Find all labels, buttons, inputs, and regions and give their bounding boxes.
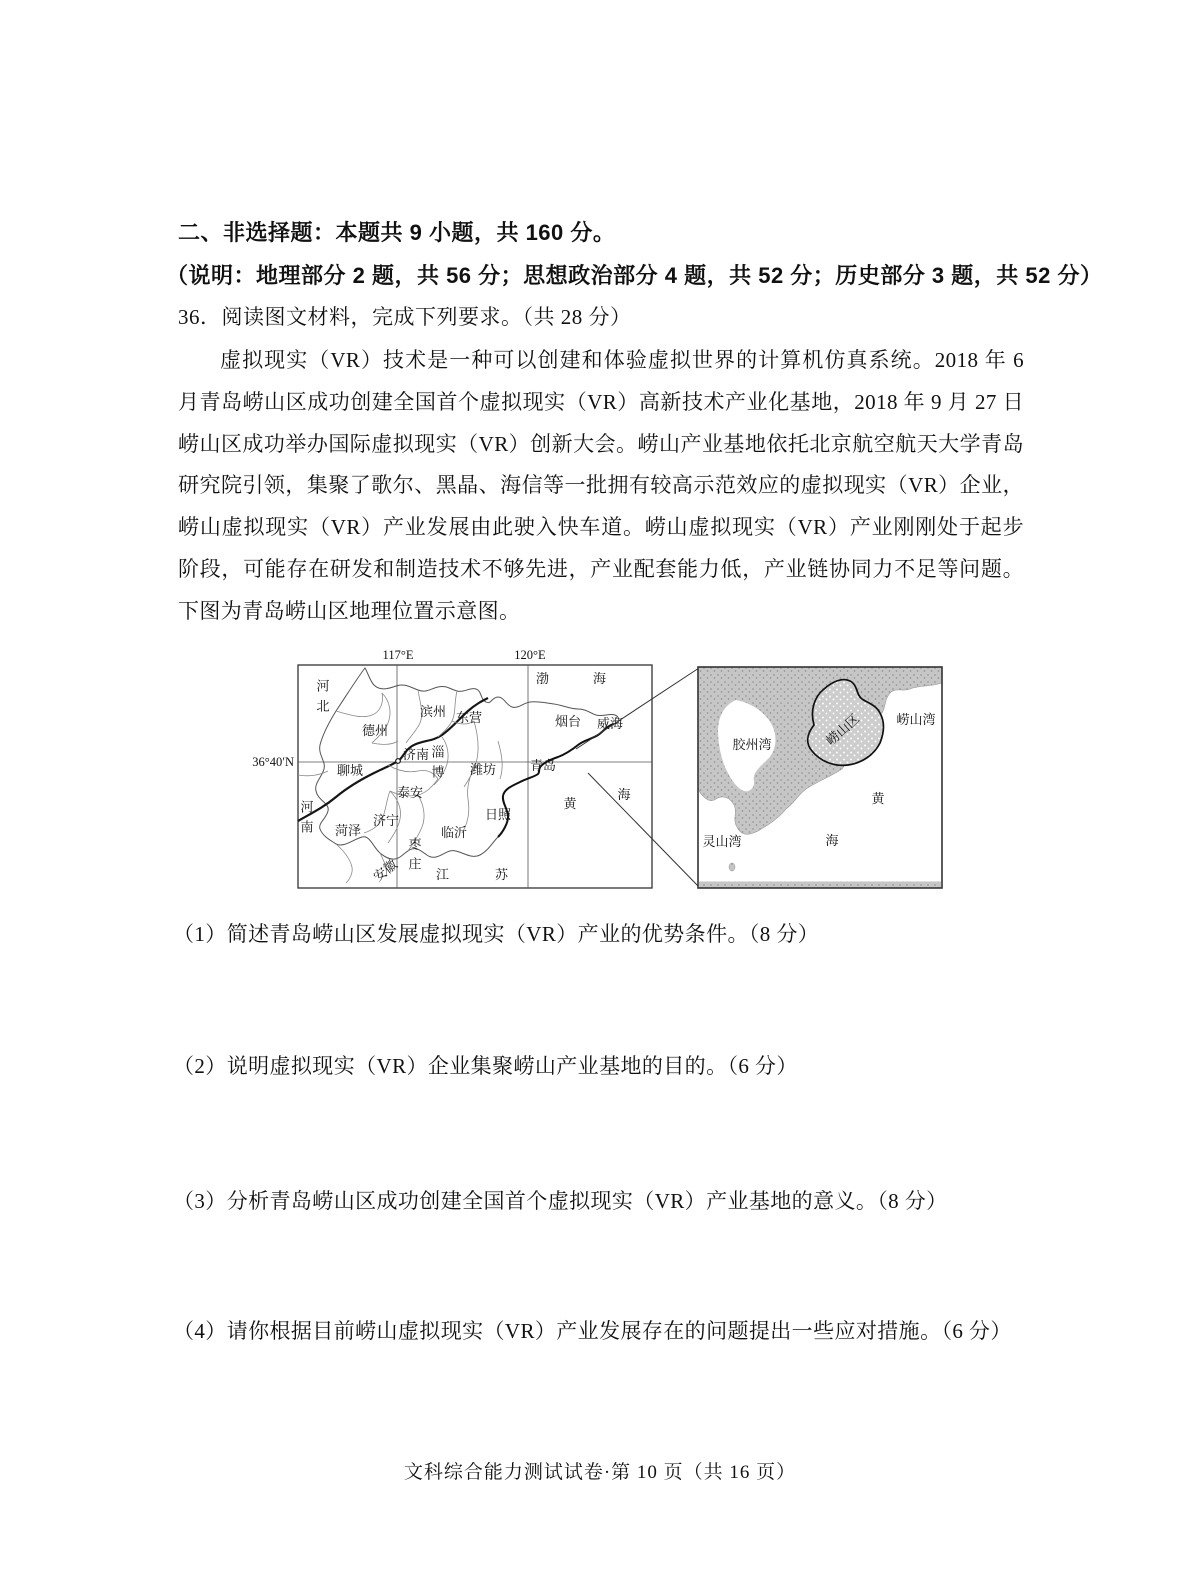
- axis-label-120e: 120°E: [514, 648, 546, 662]
- laoshan-inset-map: [698, 667, 942, 888]
- map-label-linyi: 临沂: [440, 825, 468, 840]
- jinan-city-marker: [396, 759, 401, 764]
- map-label-zaozhuang: 枣庄: [406, 837, 422, 877]
- inset-island: [729, 863, 735, 871]
- map-label-qingdao: 青岛: [529, 758, 557, 773]
- map-label-bohai-sea: 渤海: [536, 671, 651, 686]
- map-label-weifang: 潍坊: [469, 762, 497, 777]
- inset-label-yellow-sea-huang: 黄: [871, 791, 885, 806]
- map-label-yellow-sea-hai: 海: [617, 787, 631, 802]
- map-label-weihai: 威海: [596, 716, 624, 731]
- internal-boundary-line: [336, 693, 383, 717]
- section-heading: 二、非选择题：本题共 9 小题，共 160 分。: [178, 220, 616, 245]
- map-label-jinan: 济南: [402, 747, 430, 762]
- question-36-intro: 36．阅读图文材料，完成下列要求。（共 28 分）: [178, 305, 632, 329]
- inset-label-jiaozhou-bay: 胶州湾: [732, 737, 772, 752]
- map-label-yellow-sea-huang: 黄: [563, 796, 577, 811]
- map-label-yantai: 烟台: [554, 714, 582, 729]
- internal-boundary-line: [498, 741, 502, 779]
- map-label-liaocheng: 聊城: [336, 763, 364, 778]
- subquestion-4: （4）请你根据目前崂山虚拟现实（VR）产业发展存在的问题提出一些应对措施。（6 分）: [173, 1319, 1012, 1343]
- map-label-binzhou: 滨州: [419, 704, 447, 719]
- subquestion-2: （2）说明虚拟现实（VR）企业集聚崂山产业基地的目的。（6 分）: [173, 1054, 798, 1078]
- map-label-taian: 泰安: [396, 785, 424, 800]
- shandong-overview-map: [252, 648, 652, 888]
- inset-label-yellow-sea-hai: 海: [825, 833, 839, 848]
- question-36-passage: 虚拟现实（VR）技术是一种可以创建和体验虚拟世界的计算机仿真系统。2018 年 6 月青岛崂山区成功创建全国首个虚拟现实（VR）高新技术产业化基地，2018 年 9 月 27 日崂山区成功举办国际虚拟现实（VR）创新大会。崂山产业基地依托北京航空航天大学青岛研究院引领，集聚了歌尔、黑晶、海信等一批拥有较高示范效应的虚拟现实（VR）企业，崂山虚拟现实（VR）产业发展由此驶入快车道。崂山虚拟现实（VR）产业刚刚处于起步阶段，可能存在研发和制造技术不够先进，产业配套能力低，产业链协同力不足等问题。下图为青岛崂山区地理位置示意图。: [178, 348, 1024, 623]
- map-label-rizhao: 日照: [484, 807, 512, 822]
- map-label-jining: 济宁: [372, 813, 400, 828]
- inset-label-lingshan-bay: 灵山湾: [702, 834, 742, 849]
- map-label-dongying: 东营: [455, 710, 483, 725]
- internal-boundary-line: [372, 741, 398, 744]
- laoshan-location-map: [240, 645, 950, 903]
- map-label-henan: 河南: [298, 800, 314, 840]
- page-footer: 文科综合能力测试试卷·第 10 页（共 16 页）: [403, 1462, 797, 1483]
- axis-label-117e: 117°E: [382, 648, 414, 662]
- map-label-zibo: 淄博: [429, 745, 445, 785]
- inset-label-laoshan-district: 崂山区: [823, 711, 863, 749]
- subquestion-3: （3）分析青岛崂山区成功创建全国首个虚拟现实（VR）产业基地的意义。（8 分）: [173, 1189, 948, 1213]
- map-label-heze: 菏泽: [334, 823, 362, 838]
- inset-label-laoshan-bay: 崂山湾: [896, 712, 936, 727]
- map-label-dezhou: 德州: [361, 723, 389, 738]
- map-label-jiangsu: 江苏: [436, 867, 555, 882]
- internal-boundary-line: [464, 721, 478, 787]
- map-label-hebei: 河北: [314, 679, 330, 719]
- section-note: （说明：地理部分 2 题，共 56 分；思想政治部分 4 题，共 52 分；历史部分 3 题，共 52 分）: [166, 263, 1103, 288]
- coastline: [498, 724, 614, 837]
- callout-line-bottom: [588, 773, 699, 887]
- subquestion-1: （1）简述青岛崂山区发展虚拟现实（VR）产业的优势条件。（8 分）: [173, 922, 820, 946]
- internal-boundary-line: [336, 844, 352, 883]
- axis-label-3640n: 36°40′N: [252, 755, 294, 769]
- map-label-anhui: 安徽: [370, 856, 401, 885]
- inset-bottom-band: [699, 882, 941, 888]
